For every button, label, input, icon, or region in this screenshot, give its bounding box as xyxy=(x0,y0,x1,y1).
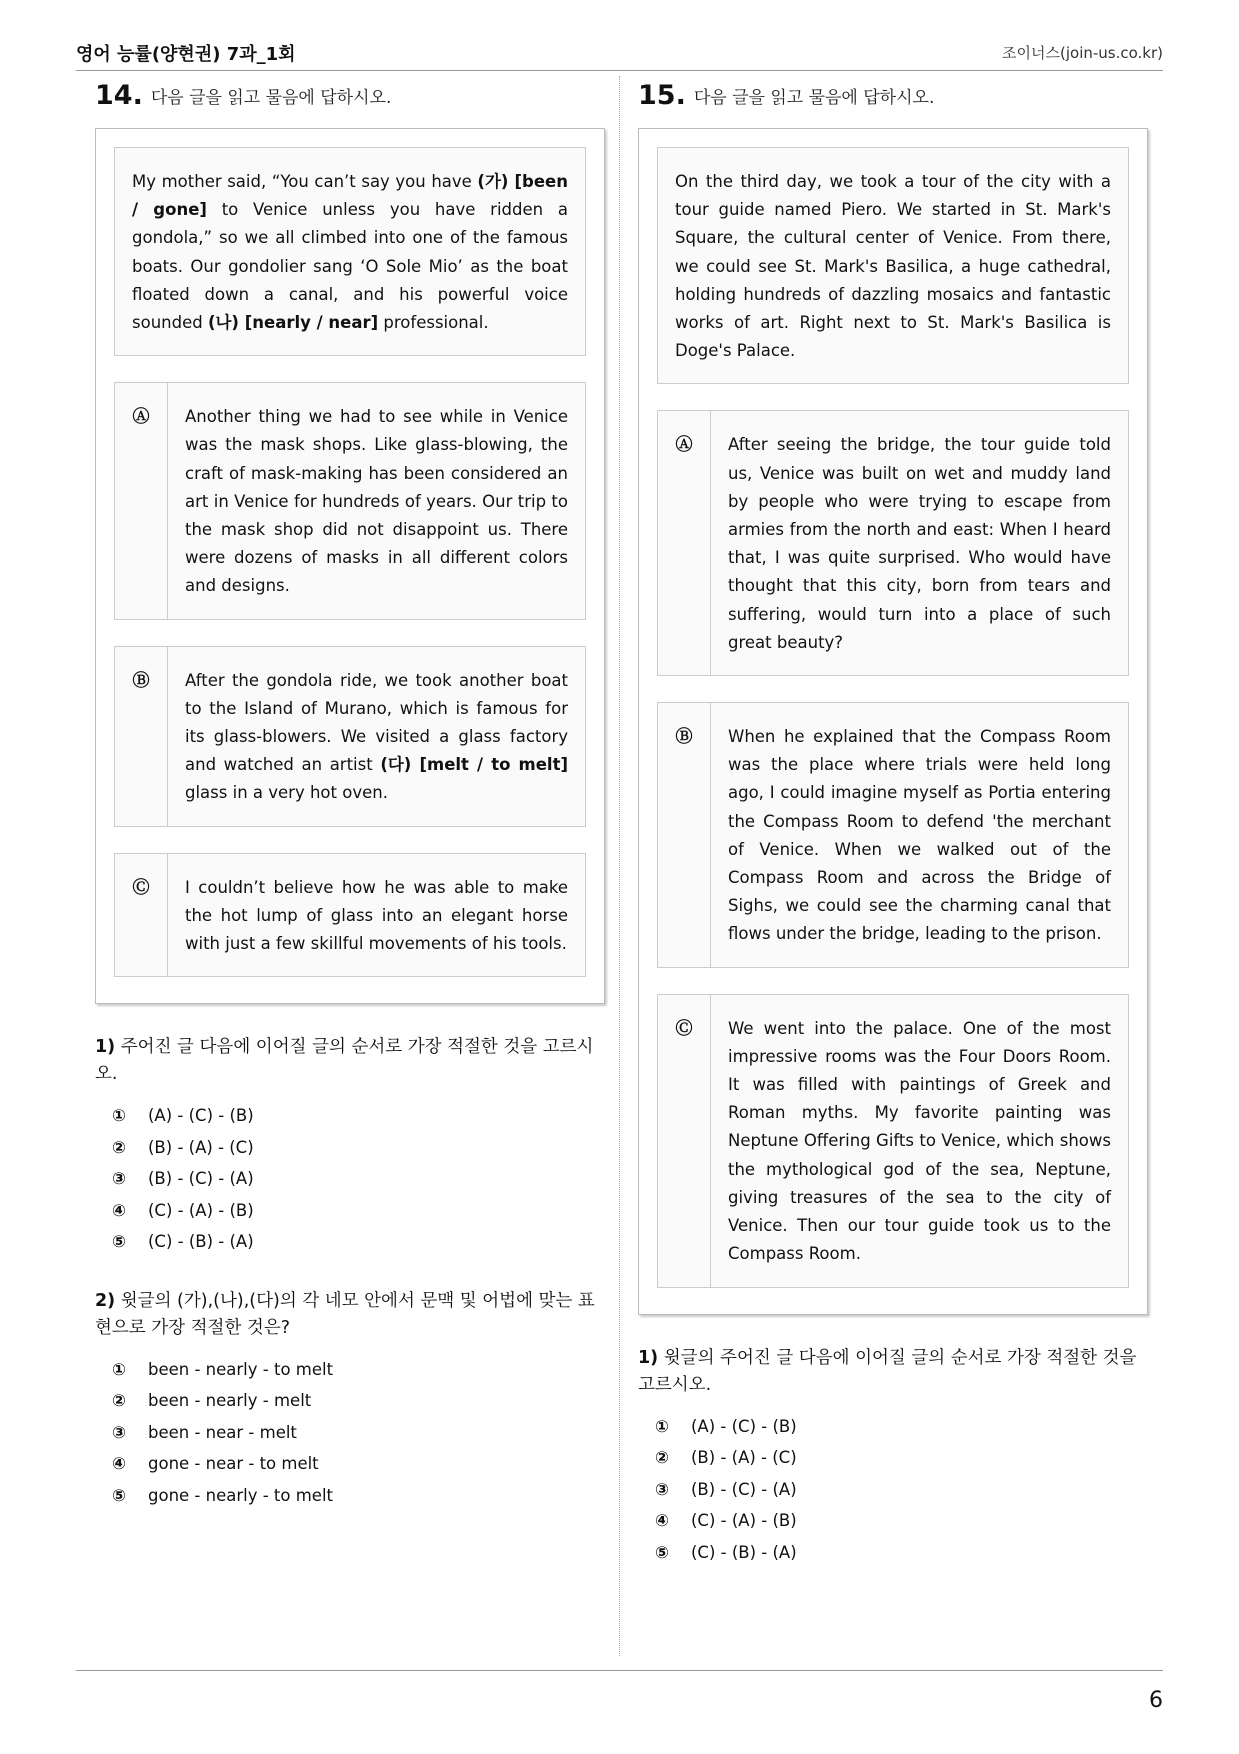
answer-option[interactable] xyxy=(112,1100,605,1132)
choice-box-da: (다) [melt / to melt] xyxy=(380,755,568,775)
option-number: ④ xyxy=(112,1454,126,1474)
passage-b xyxy=(657,702,1129,968)
option-number: ④ xyxy=(655,1511,669,1530)
answer-option[interactable] xyxy=(655,1442,1148,1474)
passage-a xyxy=(657,410,1129,676)
sub-question-1 xyxy=(95,1034,605,1088)
passage-label: Ⓐ xyxy=(658,411,711,675)
option-number: ④ xyxy=(112,1200,126,1220)
option-text: been - near - melt xyxy=(148,1422,297,1442)
option-text: (A) - (C) - (B) xyxy=(691,1416,797,1436)
passage-text-2: glass in a very hot oven. xyxy=(185,783,388,803)
passage-text: Another thing we had to see while in Venice was the mask shops. Like glass-blowing, the craft of mask-making has been considered an art in Venice for hundreds of years. Our trip to the mask shop did not disappoint us. There were dozens of masks in all different colors and designs. xyxy=(185,407,568,596)
site-name: 조이너스(join-us.co.kr) xyxy=(1002,44,1163,62)
option-number: ② xyxy=(112,1137,126,1157)
option-text: been - nearly - melt xyxy=(148,1391,312,1411)
option-text: (C) - (A) - (B) xyxy=(691,1511,797,1530)
option-text: (B) - (A) - (C) xyxy=(691,1448,797,1467)
sub-question-1 xyxy=(638,1345,1148,1399)
answer-option[interactable] xyxy=(112,1448,605,1480)
answer-option[interactable] xyxy=(112,1195,605,1227)
sub-question-number: 1) xyxy=(638,1347,659,1368)
passage-text xyxy=(168,647,585,826)
sub-question-2 xyxy=(95,1288,605,1342)
option-text: (C) - (B) - (A) xyxy=(691,1542,797,1562)
passage-text-1: After the gondola ride, we took another boat to the Island of Murano, which is famous for its glass-blowers. We visited a glass factory and watched an artist xyxy=(185,670,568,775)
footer-line xyxy=(76,1670,1163,1671)
passage-text: I couldn’t believe how he was able to make the hot lump of glass into an elegant horse with just a few skillful movements of his tools. xyxy=(185,877,568,954)
given-passage xyxy=(114,147,586,356)
passage-b xyxy=(114,646,586,827)
option-text: been - nearly - to melt xyxy=(148,1359,334,1379)
question-15 xyxy=(638,80,1148,1568)
option-number: ① xyxy=(112,1106,126,1126)
question-14 xyxy=(95,80,605,1511)
answer-option[interactable] xyxy=(112,1417,605,1449)
answer-option[interactable] xyxy=(112,1480,605,1512)
question-15-header xyxy=(638,80,1148,120)
answer-options xyxy=(95,1354,605,1512)
passage-label: Ⓐ xyxy=(115,383,168,618)
passage-label: Ⓑ xyxy=(115,647,168,826)
given-passage: On the third day, we took a tour of the city with a tour guide named Piero. We started in St. Mark's Square, the cultural center of Venice. From there, we could see St. Mark's Basilica, a huge cathedral, holding hundreds of dazzling mosaics and fantastic works of art. Right next to St. Mark's Basilica is Doge's Palace. xyxy=(657,147,1129,384)
option-number: ⑤ xyxy=(655,1542,669,1562)
answer-option[interactable] xyxy=(112,1385,605,1417)
question-15-passage-frame xyxy=(638,128,1148,1315)
answer-options xyxy=(638,1411,1148,1569)
option-number: ① xyxy=(112,1359,126,1379)
answer-option[interactable] xyxy=(655,1411,1148,1443)
document-title: 영어 능률(양현권) 7과_1회 xyxy=(76,44,296,65)
answer-option[interactable] xyxy=(112,1163,605,1195)
option-number: ② xyxy=(655,1448,669,1467)
answer-option[interactable] xyxy=(112,1132,605,1164)
passage-label: Ⓑ xyxy=(658,703,711,967)
choice-box-na: (나) [nearly / near] xyxy=(207,313,379,333)
option-text: gone - near - to melt xyxy=(148,1454,319,1474)
option-number: ⑤ xyxy=(112,1232,126,1252)
option-text: (C) - (B) - (A) xyxy=(148,1232,254,1252)
option-number: ③ xyxy=(655,1479,669,1499)
answer-option[interactable] xyxy=(112,1226,605,1258)
question-instruction: 다음 글을 읽고 물음에 답하시오. xyxy=(150,88,392,108)
question-number: 15. xyxy=(638,80,686,111)
page-number: 6 xyxy=(1149,1688,1163,1713)
answer-option[interactable] xyxy=(112,1354,605,1386)
answer-option[interactable] xyxy=(655,1474,1148,1506)
question-number: 14. xyxy=(95,80,143,111)
option-number: ① xyxy=(655,1416,669,1436)
sub-question-number: 1) xyxy=(95,1037,116,1058)
sub-question-text: 윗글의 주어진 글 다음에 이어질 글의 순서로 가장 적절한 것을 고르시오. xyxy=(638,1347,1137,1395)
option-text: (B) - (A) - (C) xyxy=(148,1137,254,1157)
choice-box-ga: (가) [been / gone] xyxy=(132,172,568,220)
passage-text: We went into the palace. One of the most impressive rooms was the Four Doors Room. It was filled with paintings of Greek and Roman myths. My favorite painting was Neptune Offering Gifts to Venice, which shows the mythological god of the sea, Neptune, giving treasures of the sea to the city of Venice. Then our tour guide took us to the Compass Room. xyxy=(728,1018,1111,1264)
question-14-passage-frame xyxy=(95,128,605,1004)
option-number: ⑤ xyxy=(112,1485,126,1505)
option-text: (B) - (C) - (A) xyxy=(148,1169,254,1189)
option-text: gone - nearly - to melt xyxy=(148,1485,334,1505)
column-divider xyxy=(619,76,620,1656)
page-header xyxy=(76,36,1163,71)
given-text-2: to Venice unless you have ridden a gondola,” so we all climbed into one of the famous boats. Our gondolier sang ‘O Sole Mio’ as the boat floated down a canal, and his powerful voice sounded xyxy=(132,200,568,333)
answer-options xyxy=(95,1100,605,1258)
option-text: (A) - (C) - (B) xyxy=(148,1106,254,1126)
passage-a xyxy=(114,382,586,619)
answer-option[interactable] xyxy=(655,1537,1148,1569)
option-number: ② xyxy=(112,1391,126,1411)
passage-label: Ⓒ xyxy=(658,995,711,1287)
passage-c xyxy=(114,853,586,978)
option-text: (B) - (C) - (A) xyxy=(691,1479,797,1499)
answer-option[interactable] xyxy=(655,1505,1148,1537)
sub-question-text: 윗글의 (가),(나),(다)의 각 네모 안에서 문맥 및 어법에 맞는 표현으로 가장 적절한 것은? xyxy=(95,1290,595,1338)
sub-question-text: 주어진 글 다음에 이어질 글의 순서로 가장 적절한 것을 고르시오. xyxy=(95,1037,594,1085)
option-number: ③ xyxy=(112,1169,126,1189)
passage-text: When he explained that the Compass Room was the place where trials were held long ago, I could imagine myself as Portia entering the Compass Room to defend 'the merchant of Venice. When we walked out of the Compass Room and across the Bridge of Sighs, we could see the charming canal that flows under the bridge, leading to the prison. xyxy=(728,727,1111,944)
given-text-1: My mother said, “You can’t say you have xyxy=(132,172,478,191)
sub-question-number: 2) xyxy=(95,1290,116,1311)
option-text: (C) - (A) - (B) xyxy=(148,1200,254,1220)
passage-label: Ⓒ xyxy=(115,854,168,977)
question-instruction: 다음 글을 읽고 물음에 답하시오. xyxy=(693,88,935,108)
given-text-3: professional. xyxy=(378,313,489,333)
option-number: ③ xyxy=(112,1422,126,1442)
passage-text: After seeing the bridge, the tour guide told us, Venice was built on wet and muddy land by people who were trying to escape from armies from the north and east: When I heard that, I was quite surprised. Who would have thought that this city, born from tears and suffering, would turn into a place of such great beauty? xyxy=(728,435,1111,652)
passage-c xyxy=(657,994,1129,1288)
question-14-header xyxy=(95,80,605,120)
